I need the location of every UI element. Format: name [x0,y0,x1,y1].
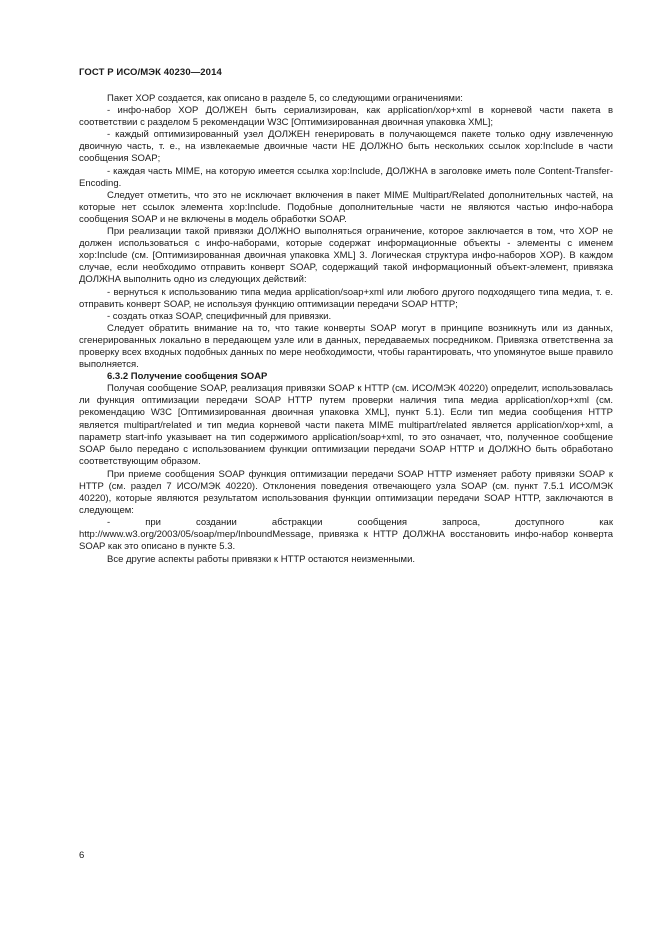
body-text [79,93,613,566]
document-header: ГОСТ Р ИСО/МЭК 40230—2014 [79,67,222,78]
list-item: - инфо-набор XOP ДОЛЖЕН быть сериализирован, как application/xop+xml в корневой части пакета в соответствии с разделом 5 рекомендации W3C [Оптимизированная двоичная упаковка XML]; [79,105,613,129]
paragraph: Все другие аспекты работы привязки к HTTP остаются неизменными. [107,553,416,565]
paragraph: Следует отметить, что это не исключает включения в пакет MIME Multipart/Related дополнительных частей, на которые нет ссылок элемента xop:Include. Подобные дополнительные части не являются частью инфо-набора сообщения SOAP и не включены в модель обработки SOAP. [79,189,613,225]
page-number: 6 [79,850,85,861]
list-item: - вернуться к использованию типа медиа application/soap+xml или любого другого подходящего типа медиа, т. е. отправить конверт SOAP, не используя функцию оптимизации передачи SOAP HTTP; [79,286,613,310]
section-heading: 6.3.2 Получение сообщения SOAP [107,371,268,383]
list-item: - каждый оптимизированный узел ДОЛЖЕН генерировать в получающемся пакете только одну извлеченную двоичную часть, т. е., на извлекаемые двоичные части НЕ ДОЛЖНО быть нескольких ссылок xop:Include в части сообщения SOAP; [79,129,613,165]
paragraph: Получая сообщение SOAP, реализация привязки SOAP к HTTP (см. ИСО/МЭК 40220) определит, использовалась ли функция оптимизации передачи SOAP HTTP путем проверки наличия типа медиа application/xop+xml (см. рекомендацию W3C [Оптимизированная двоичная упаковка XML], пункт 5.1). Если тип медиа сообщения HTTP является multipart/related и тип медиа корневой части пакета MIME multipart/related является application/xop+xml, а параметр start-info указывает на тип содержимого application/soap+xml, то это означает, что, полученное сообщение SOAP было передано с использованием функции оптимизации передачи SOAP HTTP и ДОЛЖНО быть обработано соответствующим образом. [79,383,613,467]
paragraph: Следует обратить внимание на то, что такие конверты SOAP могут в принципе возникнуть или из данных, сгенерированных локально в передающем узле или в данных, передаваемых посредником. Привязка ответственна за проверку всех входных подобных данных по мере необходимости, чтобы гарантировать, что упомянутое выше правило выполняется. [79,322,613,371]
list-item: - при создании абстракции сообщения запроса, доступного как http://www.w3.org/2003/05/soap/mep/InboundMessage, привязка к HTTP ДОЛЖНА восстановить инфо-набор конверта SOAP как это описано в пункте 5.3. [79,517,613,553]
paragraph: Пакет XOP создается, как описано в разделе 5, со следующими ограничениями: [107,93,463,104]
list-item: - создать отказ SOAP, специфичный для привязки. [107,310,332,322]
paragraph: При реализации такой привязки ДОЛЖНО выполняться ограничение, которое заключается в том, что XOP не должен использоваться с инфо-наборами, которые содержат информационные объекты - элементы с именем xop:Include (см. [Оптимизированная двоичная упаковка XML] 3. Логическая структура инфо-наборов XOP). В каждом случае, если необходимо отправить конверт SOAP, содержащий такой информационный объект-элемент, привязка ДОЛЖНА выполнить одно из следующих действий: [79,226,613,286]
paragraph: При приеме сообщения SOAP функция оптимизации передачи SOAP HTTP изменяет работу привязки SOAP к HTTP (см. раздел 7 ИСО/МЭК 40220). Отклонения поведения отвечающего узла SOAP (см. пункт 7.5.1 ИСО/МЭК 40220), которые являются результатом использования функции оптимизации передачи SOAP HTTP, заключаются в следующем: [79,468,613,517]
list-item: - каждая часть MIME, на которую имеется ссылка xop:Include, ДОЛЖНА в заголовке иметь поле Content-Transfer-Encoding. [79,165,613,189]
